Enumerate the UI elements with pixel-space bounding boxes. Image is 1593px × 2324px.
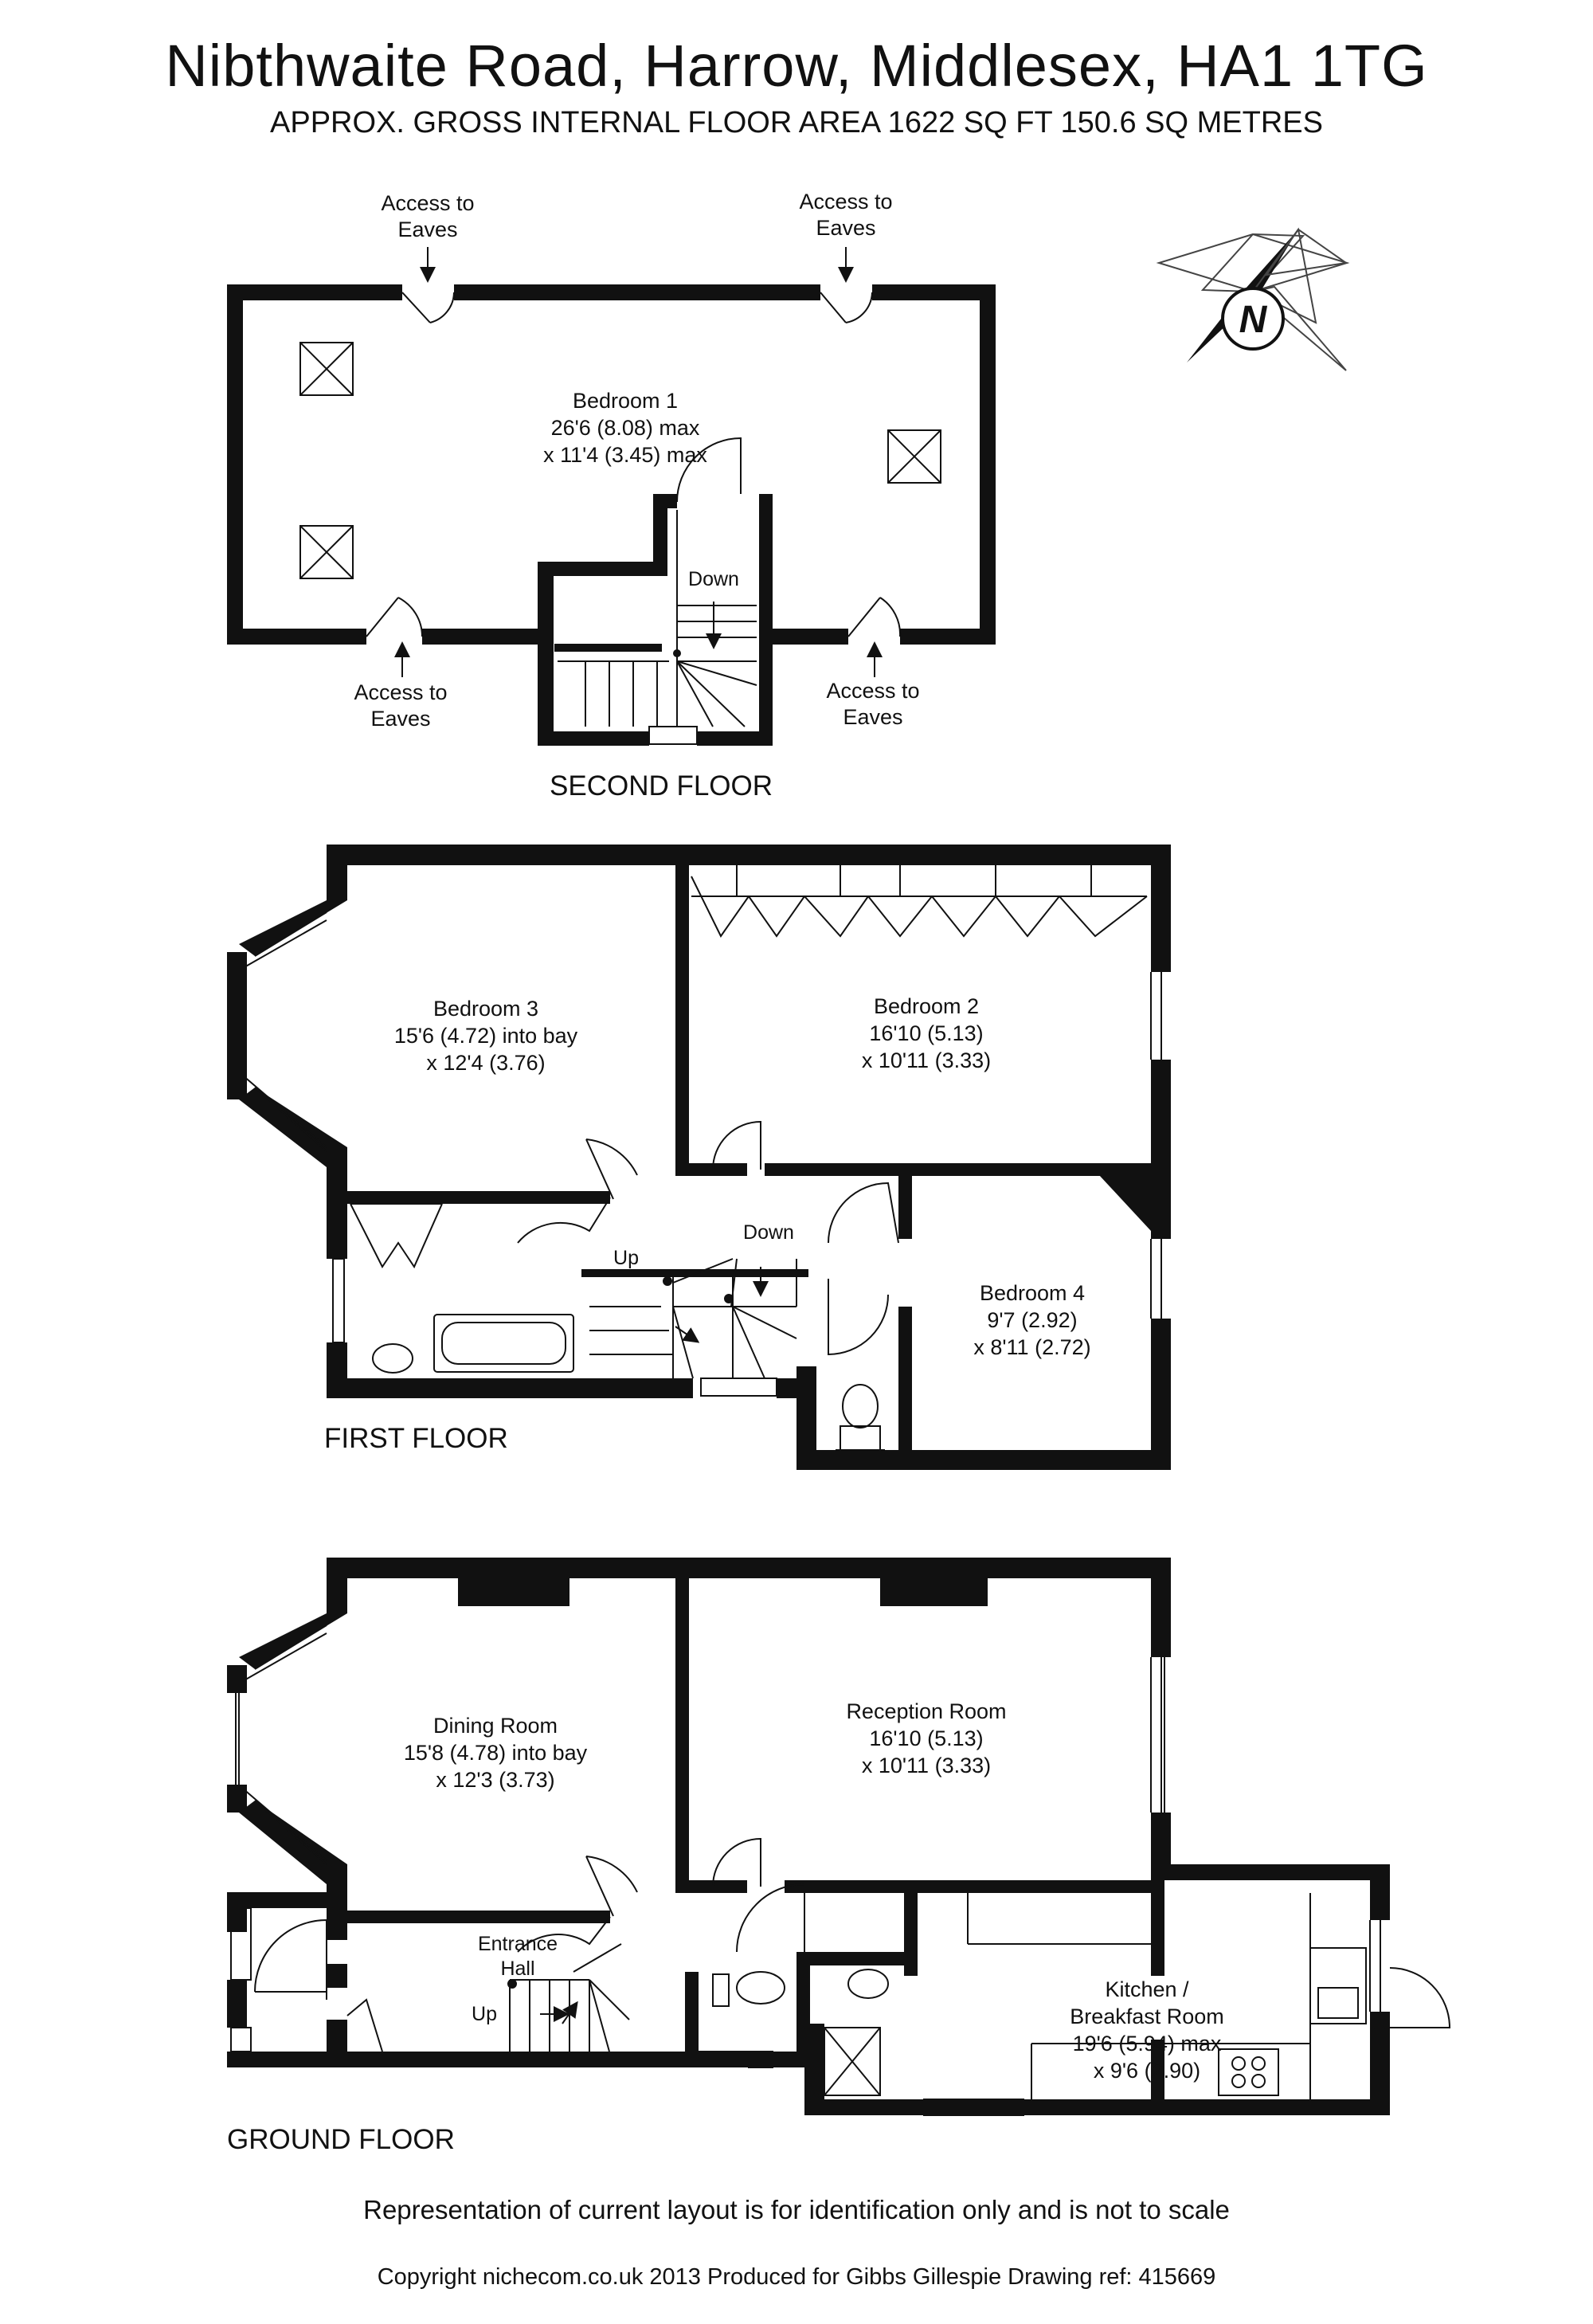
disclaimer: Representation of current layout is for identification only and is not to scale [363, 2195, 1230, 2224]
bedroom3-dim2: x 12'4 (3.76) [426, 1051, 546, 1075]
bedroom4-dim1: 9'7 (2.92) [987, 1308, 1078, 1332]
second-floor-down-label: Down [688, 568, 739, 590]
ground-floor-details [231, 1566, 1450, 2115]
eaves-label-3a: Access to [354, 680, 448, 704]
bedroom2-dim1: 16'10 (5.13) [869, 1021, 984, 1045]
dining-room-dim2: x 12'3 (3.73) [436, 1768, 555, 1792]
ground-floor-up-label: Up [472, 2003, 497, 2025]
bedroom4-name: Bedroom 4 [979, 1281, 1086, 1305]
dining-room-name: Dining Room [432, 1714, 558, 1738]
reception-room-dim2: x 10'11 (3.33) [861, 1754, 992, 1777]
dining-room-dim1: 15'8 (4.78) into bay [403, 1741, 588, 1765]
second-floor-label: SECOND FLOOR [550, 770, 773, 801]
first-floor-down-label: Down [743, 1221, 794, 1244]
kitchen-name-2: Breakfast Room [1070, 2005, 1224, 2028]
bedroom1-dim1: 26'6 (8.08) max [550, 416, 700, 440]
reception-room-dim1: 16'10 (5.13) [869, 1726, 984, 1750]
bedroom1-name: Bedroom 1 [572, 389, 679, 413]
reception-room-name: Reception Room [846, 1699, 1007, 1723]
first-floor-plan [227, 845, 1171, 1470]
eaves-label-1a: Access to [381, 191, 475, 215]
kitchen-name-1: Kitchen / [1105, 1977, 1189, 2001]
second-floor-details [300, 292, 941, 744]
page-title: Nibthwaite Road, Harrow, Middlesex, HA1 1TG [165, 33, 1428, 99]
first-floor-up-label: Up [613, 1247, 639, 1269]
kitchen-dim2: x 9'6 (2.90) [1093, 2059, 1201, 2083]
compass-icon [1159, 229, 1347, 370]
bedroom3-dim1: 15'6 (4.72) into bay [393, 1024, 578, 1048]
bedroom2-name: Bedroom 2 [873, 994, 980, 1018]
bedroom3-name: Bedroom 3 [432, 997, 539, 1021]
eaves-label-2a: Access to [799, 190, 893, 214]
first-floor-label: FIRST FLOOR [324, 1423, 508, 1454]
page-subtitle: APPROX. GROSS INTERNAL FLOOR AREA 1622 SQ FT 150.6 SQ METRES [270, 106, 1323, 139]
kitchen-dim1: 19'6 (5.94) max [1072, 2032, 1222, 2056]
hall-label-1: Entrance [477, 1933, 558, 1955]
ground-floor-label: GROUND FLOOR [227, 2124, 455, 2155]
eaves-label-1b: Eaves [397, 218, 458, 241]
eaves-label-4a: Access to [826, 679, 920, 703]
hall-label-2: Hall [500, 1958, 535, 1980]
compass-letter: N [1239, 299, 1267, 341]
eaves-label-2b: Eaves [816, 216, 876, 240]
bedroom2-dim2: x 10'11 (3.33) [861, 1048, 992, 1072]
eaves-label-4b: Eaves [843, 705, 903, 729]
bedroom4-dim2: x 8'11 (2.72) [973, 1335, 1091, 1359]
copyright: Copyright nichecom.co.uk 2013 Produced for Gibbs Gillespie Drawing ref: 415669 [377, 2264, 1216, 2290]
bedroom1-dim2: x 11'4 (3.45) max [543, 443, 707, 467]
eaves-label-3b: Eaves [370, 707, 431, 731]
